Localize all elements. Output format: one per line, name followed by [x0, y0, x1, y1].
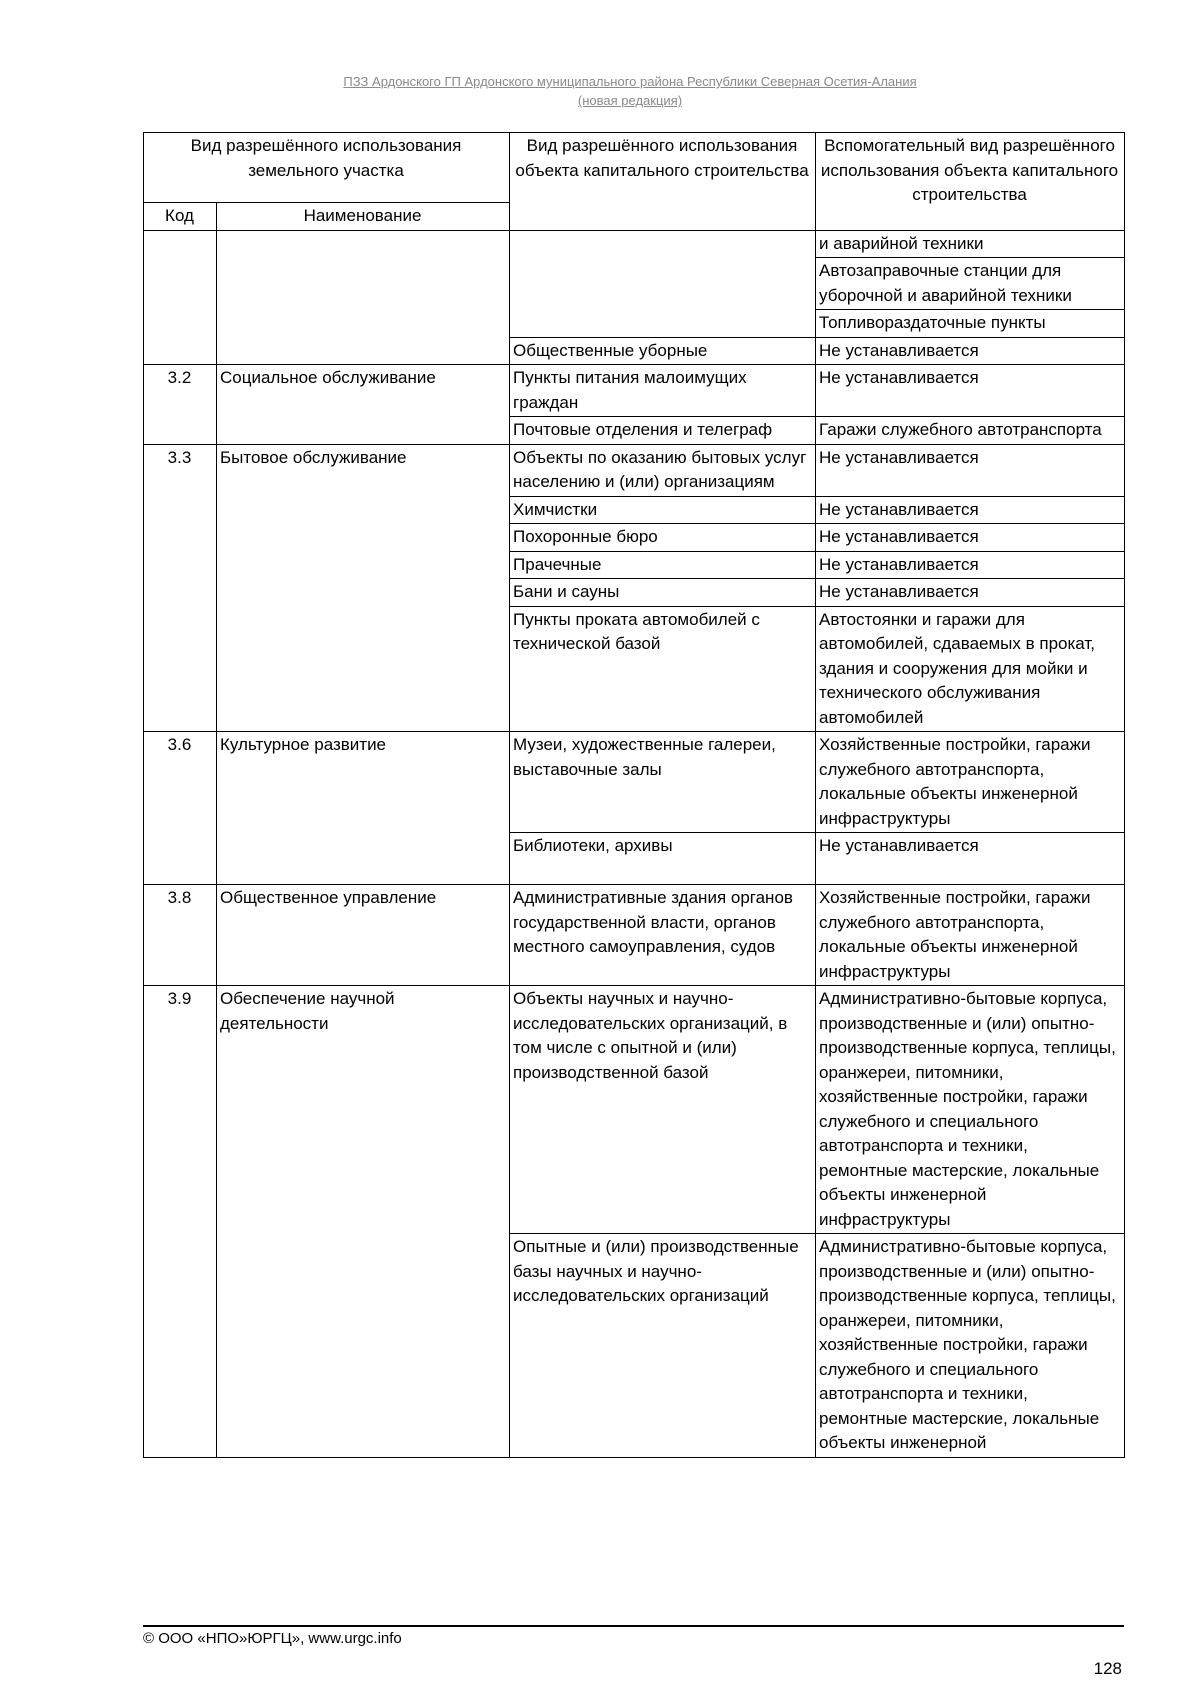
object-cell: Прачечные: [510, 551, 816, 579]
header-aux-use: Вспомогательный вид разрешённого использования объекта капитального строительства: [816, 133, 1125, 231]
aux-cell: Автозаправочные станции для уборочной и аварийной техники: [816, 258, 1125, 310]
name-cell: Культурное развитие: [217, 732, 510, 885]
aux-cell: Гаражи служебного автотранспорта: [816, 417, 1125, 445]
aux-cell: Не устанавливается: [816, 496, 1125, 524]
object-cell: Пункты проката автомобилей с технической базой: [510, 606, 816, 732]
aux-cell: Хозяйственные постройки, гаражи служебного автотранспорта, локальные объекты инженерной инфраструктуры: [816, 885, 1125, 986]
aux-cell: Не устанавливается: [816, 524, 1125, 552]
table-row: [144, 444, 1125, 496]
code-cell: 3.6: [144, 732, 217, 885]
table-row: [144, 230, 1125, 258]
footer-copyright: © ООО «НПО»ЮРГЦ», www.urgc.info: [143, 1630, 402, 1647]
aux-cell: Не устанавливается: [816, 444, 1125, 496]
aux-cell: Не устанавливается: [816, 579, 1125, 607]
object-cell: Объекты по оказанию бытовых услуг населению и (или) организациям: [510, 444, 816, 496]
aux-cell: и аварийной техники: [816, 230, 1125, 258]
name-cell: Бытовое обслуживание: [217, 444, 510, 732]
name-cell: Общественное управление: [217, 885, 510, 986]
object-cell: Похоронные бюро: [510, 524, 816, 552]
name-cell: Обеспечение научной деятельности: [217, 986, 510, 1458]
page-header: [140, 72, 1120, 110]
table-row: [144, 986, 1125, 1234]
aux-cell: Административно-бытовые корпуса, производственные и (или) опытно-производственные корпуса, теплицы, оранжереи, питомники, хозяйственные постройки, гаражи служебного и специального автотранспорта и техники, ремонтные мастерские, локальные объекты инженерной инфраструктуры: [816, 986, 1125, 1234]
aux-cell: Административно-бытовые корпуса, производственные и (или) опытно-производственные корпуса, теплицы, оранжереи, питомники, хозяйственные постройки, гаражи служебного и специального автотранспорта и техники, ремонтные мастерские, локальные объекты инженерной: [816, 1234, 1125, 1458]
header-line-2: (новая редакция): [577, 93, 683, 108]
code-cell: 3.9: [144, 986, 217, 1458]
aux-cell: Хозяйственные постройки, гаражи служебного автотранспорта, локальные объекты инженерной инфраструктуры: [816, 732, 1125, 833]
page-number: 128: [1093, 1659, 1122, 1678]
aux-cell: Не устанавливается: [816, 833, 1125, 885]
code-cell: 3.8: [144, 885, 217, 986]
object-cell: [510, 230, 816, 337]
name-cell: Социальное обслуживание: [217, 365, 510, 445]
object-cell: Опытные и (или) производственные базы научных и научно-исследовательских организаций: [510, 1234, 816, 1458]
header-object-use: Вид разрешённого использования объекта капитального строительства: [510, 133, 816, 231]
header-land-use: Вид разрешённого использования земельного участка: [144, 133, 510, 203]
header-code: Код: [144, 203, 217, 231]
header-line-1: ПЗЗ Ардонского ГП Ардонского муниципального района Республики Северная Осетия-Алания: [343, 74, 917, 89]
name-cell: [217, 230, 510, 365]
header-name: Наименование: [217, 203, 510, 231]
aux-cell: Топливораздаточные пункты: [816, 310, 1125, 338]
table-row: [144, 885, 1125, 986]
land-use-table: [143, 132, 1125, 1458]
table-body: [144, 230, 1125, 1457]
aux-cell: Не устанавливается: [816, 551, 1125, 579]
aux-cell: Не устанавливается: [816, 337, 1125, 365]
table-header-row: [144, 133, 1125, 203]
object-cell: Административные здания органов государственной власти, органов местного самоуправления, судов: [510, 885, 816, 986]
object-cell: Бани и сауны: [510, 579, 816, 607]
code-cell: 3.2: [144, 365, 217, 445]
object-cell: Музеи, художественные галереи, выставочные залы: [510, 732, 816, 833]
table-row: [144, 365, 1125, 417]
object-cell: Химчистки: [510, 496, 816, 524]
footer-divider: [143, 1625, 1124, 1627]
code-cell: [144, 230, 217, 365]
code-cell: 3.3: [144, 444, 217, 732]
aux-cell: Не устанавливается: [816, 365, 1125, 417]
object-cell: Библиотеки, архивы: [510, 833, 816, 885]
table-row: [144, 732, 1125, 833]
aux-cell: Автостоянки и гаражи для автомобилей, сдаваемых в прокат, здания и сооружения для мойки и технического обслуживания автомобилей: [816, 606, 1125, 732]
object-cell: Пункты питания малоимущих граждан: [510, 365, 816, 417]
object-cell: Объекты научных и научно-исследовательских организаций, в том числе с опытной и (или) производственной базой: [510, 986, 816, 1234]
object-cell: Почтовые отделения и телеграф: [510, 417, 816, 445]
object-cell: Общественные уборные: [510, 337, 816, 365]
